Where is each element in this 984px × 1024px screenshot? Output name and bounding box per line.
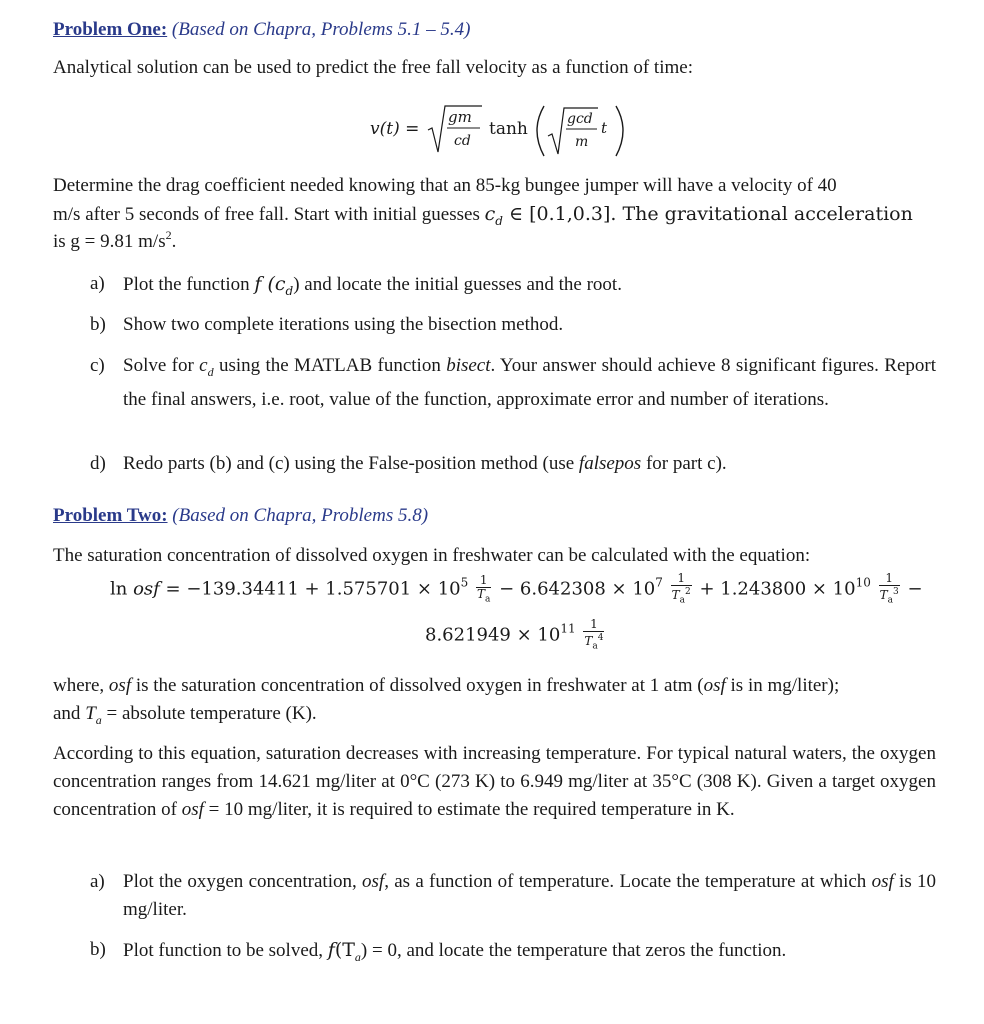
text-run: .: [171, 231, 177, 252]
text-run: 2: [165, 228, 172, 242]
velocity-equation: [370, 100, 640, 160]
problem-two-where-line-1: [53, 675, 839, 697]
text-run: m/s after 5 seconds of free fall. Start with initial guesses: [53, 204, 485, 225]
text-run: (T: [334, 939, 355, 961]
text-run: b): [90, 314, 106, 335]
text-run: a): [90, 871, 105, 892]
problem-one-heading: [53, 19, 470, 41]
text-run: According to this equation, saturation decreases with increasing temperature. For typical natural waters, the oxygen concentration ranges from 14.621 mg/liter at 0°C (273 K) to 6.949 mg/liter at 35°C (308 K). Given a target oxygen concentration of: [53, 743, 936, 820]
text-run: 1: [879, 572, 900, 586]
text-run: , as a function of temperature. Locate the temperature at which: [384, 871, 872, 892]
problem-one-source: (Based on Chapra, Problems 5.1 – 5.4): [171, 19, 471, 40]
text-run: − 6.642308 × 10: [493, 578, 656, 600]
text-run: ) = 0, and locate the temperature that zeros the function.: [360, 940, 787, 961]
text-run: ) and locate the initial guesses and the root.: [293, 274, 622, 295]
text-run: 1: [583, 618, 604, 632]
text-run: Solve for: [123, 355, 200, 376]
text-run: a: [679, 595, 685, 606]
text-run: osf: [133, 578, 160, 600]
text-run: 1: [476, 574, 491, 588]
text-run: d: [495, 213, 503, 228]
text-run: osf: [108, 675, 132, 696]
text-run: where,: [53, 675, 109, 696]
text-run: 3: [892, 587, 899, 597]
text-run: (c: [261, 273, 286, 295]
left-paren: [537, 106, 544, 156]
sqrt2-denominator: m: [575, 134, 589, 150]
text-run: Show two complete iterations using the bisection method.: [123, 314, 564, 335]
text-run: 5: [460, 575, 469, 590]
text-run: a: [95, 712, 102, 727]
text-run: c): [90, 355, 105, 376]
text-run: = −139.34411 + 1.575701 × 10: [159, 578, 461, 600]
problem-one-statement-line-3: [53, 228, 177, 253]
text-run: d: [285, 283, 294, 298]
text-run: Plot function to be solved,: [123, 940, 328, 961]
text-run: 11: [560, 621, 576, 636]
text-run: T: [671, 588, 680, 602]
text-run: 7: [655, 575, 663, 590]
problem-one-statement-line-1: Determine the drag coefficient needed knowing that an 85-kg bungee jumper will have a velocity of 40: [53, 175, 837, 196]
sqrt2-numerator: gcd: [567, 111, 593, 127]
text-run: + 1.243800 × 10: [693, 578, 856, 600]
text-run: and: [53, 703, 86, 724]
text-run: . Your answer should achieve 8 significant figures. Report the final answers, i.e. root, value of the function, approximate error and number of iterations.: [123, 355, 936, 410]
text-run: is g = 9.81 m/s: [53, 231, 166, 252]
text-run: T: [85, 703, 96, 724]
text-run: ln: [110, 578, 134, 600]
text-run: falsepos: [578, 453, 642, 474]
text-run: 10: [855, 575, 871, 590]
equation-lhs: v(t) =: [370, 119, 420, 139]
text-run: Plot the function: [123, 274, 255, 295]
text-run: using the MATLAB function: [213, 355, 447, 376]
text-run: is 10 mg/liter.: [123, 871, 936, 920]
text-run: T: [879, 588, 888, 602]
tanh-function: tanh: [489, 119, 528, 139]
text-run: b): [90, 939, 106, 960]
text-run: bisect: [446, 355, 491, 376]
text-run: Plot the oxygen concentration,: [123, 871, 363, 892]
problem-one-item-a: [90, 270, 936, 298]
time-variable: t: [601, 119, 608, 137]
text-run: for part c).: [641, 453, 727, 474]
text-run: is the saturation concentration of dissolved oxygen in freshwater at 1 atm (: [131, 675, 704, 696]
sqrt1-numerator: gm: [448, 108, 472, 126]
text-run: d): [90, 453, 106, 474]
text-run: osf: [362, 871, 385, 892]
sqrt1-denominator: cd: [454, 133, 471, 149]
problem-two-source: (Based on Chapra, Problems 5.8): [172, 505, 429, 526]
problem-one-intro: Analytical solution can be used to predict the free fall velocity as a function of time:: [53, 57, 693, 78]
text-run: c: [199, 355, 208, 376]
right-paren: [616, 106, 623, 156]
text-run: = absolute temperature (K).: [101, 703, 317, 724]
text-run: 8.621949 × 10: [425, 624, 561, 646]
problem-two-where-line-2: [53, 703, 317, 731]
osf-equation-line-1: [110, 572, 923, 607]
problem-two-item-a: [90, 868, 936, 924]
text-run: f: [327, 939, 335, 961]
text-run: a: [485, 593, 491, 604]
text-run: osf: [703, 675, 726, 696]
problem-one-item-b: [90, 311, 936, 339]
text-run: osf: [181, 799, 204, 820]
problem-one-item-c: [90, 352, 936, 436]
problem-two-intro: The saturation concentration of dissolved oxygen in freshwater can be calculated with the equation:: [53, 545, 811, 566]
text-run: osf: [871, 871, 894, 892]
text-run: T: [477, 586, 486, 601]
text-run: d: [207, 364, 214, 379]
text-run: 1: [671, 572, 692, 586]
text-run: T: [584, 634, 593, 648]
text-run: a: [592, 641, 598, 652]
problem-one-statement-line-2: [53, 203, 913, 232]
problem-two-label: Problem Two:: [53, 505, 168, 526]
problem-one-label: Problem One:: [53, 19, 168, 40]
text-run: a: [354, 949, 361, 964]
osf-equation-line-2: [425, 618, 606, 653]
problem-one-item-d: [90, 450, 936, 478]
text-run: c: [484, 203, 496, 225]
text-run: Redo parts (b) and (c) using the False-position method (use: [123, 453, 579, 474]
text-run: is in mg/liter);: [725, 675, 840, 696]
text-run: = 10 mg/liter, it is required to estimate the required temperature in K.: [203, 799, 735, 820]
problem-two-item-b: [90, 936, 936, 964]
problem-two-heading: [53, 505, 428, 527]
text-run: 4: [597, 633, 604, 643]
text-run: a: [887, 595, 893, 606]
text-run: ∈ [0.1,0.3]. The gravitational acceleration: [502, 203, 913, 225]
text-run: 2: [685, 587, 691, 597]
problem-two-paragraph: [53, 740, 936, 824]
text-run: f: [254, 273, 262, 295]
text-run: a): [90, 273, 105, 294]
text-run: −: [901, 578, 923, 600]
